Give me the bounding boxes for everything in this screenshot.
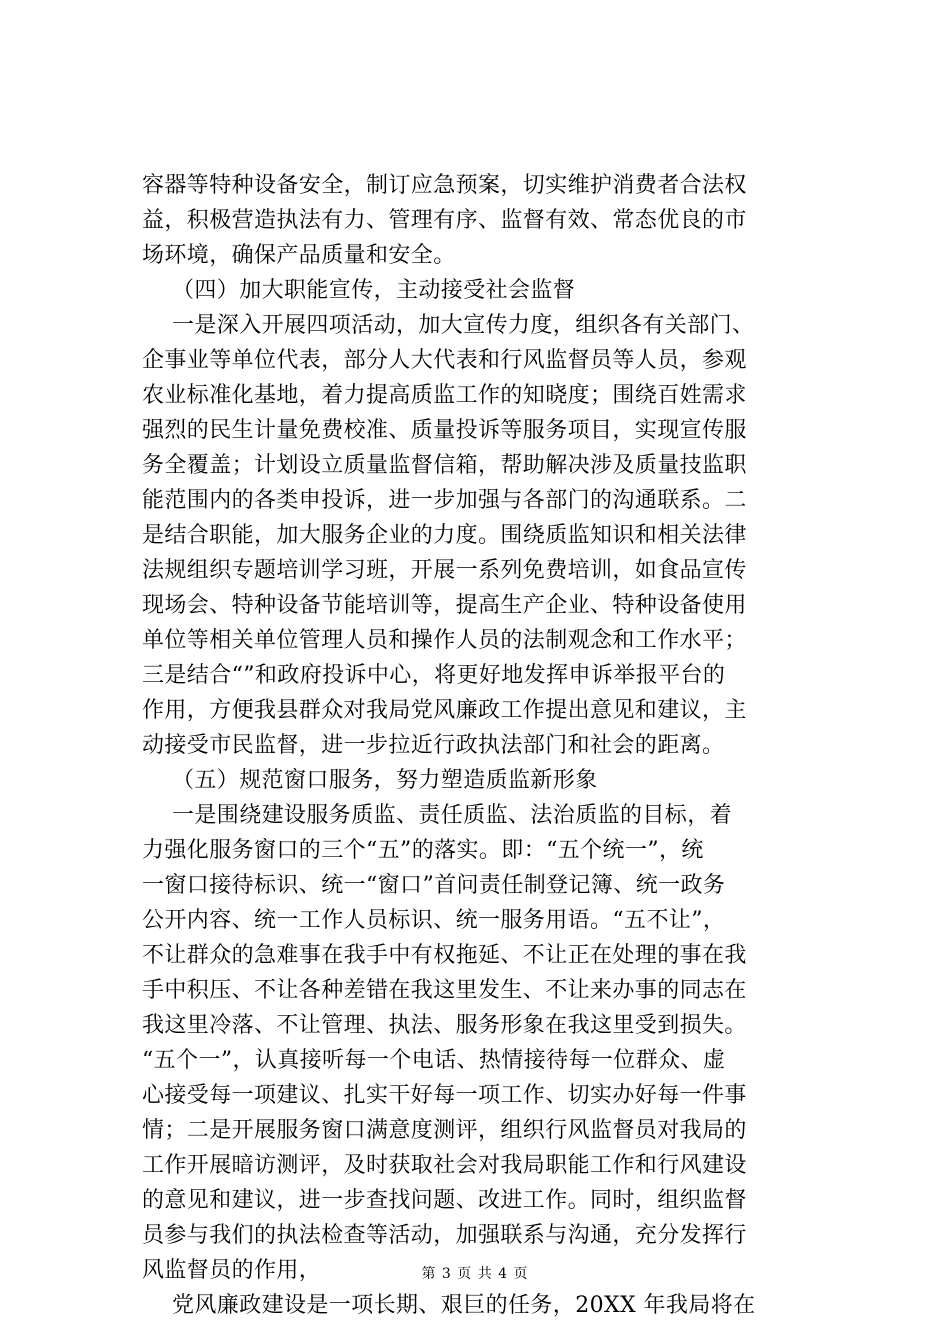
body-line: 我这里冷落、不让管理、执法、服务形象在我这里受到损失。 (142, 1013, 747, 1038)
body-line: 企事业等单位代表，部分人大代表和行风监督员等人员，参观 (142, 348, 747, 373)
section-heading-4: （四）加大职能宣传，主动接受社会监督 (172, 278, 576, 303)
body-line: 公开内容、统一工作人员标识、统一服务用语。“五不让”， (142, 908, 726, 933)
section-heading-5: （五）规范窗口服务，努力塑造质监新形象 (172, 768, 598, 793)
body-line: 现场会、特种设备节能培训等，提高生产企业、特种设备使用 (142, 593, 747, 618)
body-line: 心接受每一项建议、扎实干好每一项工作、切实办好每一件事 (142, 1083, 747, 1108)
body-line: 力强化服务窗口的三个“五”的落实。即：“五个统一”，统 (142, 838, 704, 863)
body-line: 作用，方便我县群众对我局党风廉政工作提出意见和建议，主 (142, 698, 747, 723)
body-line: 三是结合“”和政府投诉中心，将更好地发挥申诉举报平台的 (142, 663, 726, 688)
body-line: 务全覆盖；计划设立质量监督信箱，帮助解决涉及质量技监职 (142, 453, 747, 478)
body-line: 手中积压、不让各种差错在我这里发生、不让来办事的同志在 (142, 978, 747, 1003)
body-line: 农业标准化基地，着力提高质监工作的知晓度；围绕百姓需求 (142, 383, 747, 408)
body-line: 动接受市民监督，进一步拉近行政执法部门和社会的距离。 (142, 733, 725, 758)
page-footer: 第 3 页 共 4 页 (421, 1266, 529, 1282)
body-line: 不让群众的急难事在我手中有权拖延、不让正在处理的事在我 (142, 943, 747, 968)
body-line: 容器等特种设备安全，制订应急预案，切实维护消费者合法权 (142, 173, 747, 198)
body-line: 单位等相关单位管理人员和操作人员的法制观念和工作水平； (142, 628, 747, 653)
body-line: 场环境，确保产品质量和安全。 (142, 243, 456, 268)
body-line: “五个一”，认真接听每一个电话、热情接待每一位群众、虚 (142, 1048, 726, 1073)
body-line: 一窗口接待标识、统一“窗口”首问责任制登记簿、统一政务 (142, 873, 726, 898)
body-line: 益，积极营造执法有力、管理有序、监督有效、常态优良的市 (142, 208, 747, 233)
body-line: 风监督员的作用， (142, 1258, 322, 1283)
paragraph-start: 一是围绕建设服务质监、责任质监、法治质监的目标，着 (172, 803, 733, 828)
paragraph-start: 一是深入开展四项活动，加大宣传力度，组织各有关部门、 (172, 313, 755, 338)
body-line: 的意见和建议，进一步查找问题、改进工作。同时，组织监督 (142, 1188, 747, 1213)
body-line: 员参与我们的执法检查等活动，加强联系与沟通，充分发挥行 (142, 1223, 747, 1248)
body-line: 情；二是开展服务窗口满意度测评，组织行风监督员对我局的 (142, 1118, 747, 1143)
body-line: 工作开展暗访测评，及时获取社会对我局职能工作和行风建设 (142, 1153, 747, 1178)
body-line: 是结合职能，加大服务企业的力度。围绕质监知识和相关法律 (142, 523, 747, 548)
body-line: 法规组织专题培训学习班，开展一系列免费培训，如食品宣传 (142, 558, 747, 583)
body-line: 能范围内的各类申投诉，进一步加强与各部门的沟通联系。二 (142, 488, 747, 513)
body-line: 强烈的民生计量免费校准、质量投诉等服务项目，实现宣传服 (142, 418, 747, 443)
document-body (142, 168, 842, 1323)
paragraph-start: 党风廉政建设是一项长期、艰巨的任务，20XX 年我局将在 (172, 1293, 756, 1318)
